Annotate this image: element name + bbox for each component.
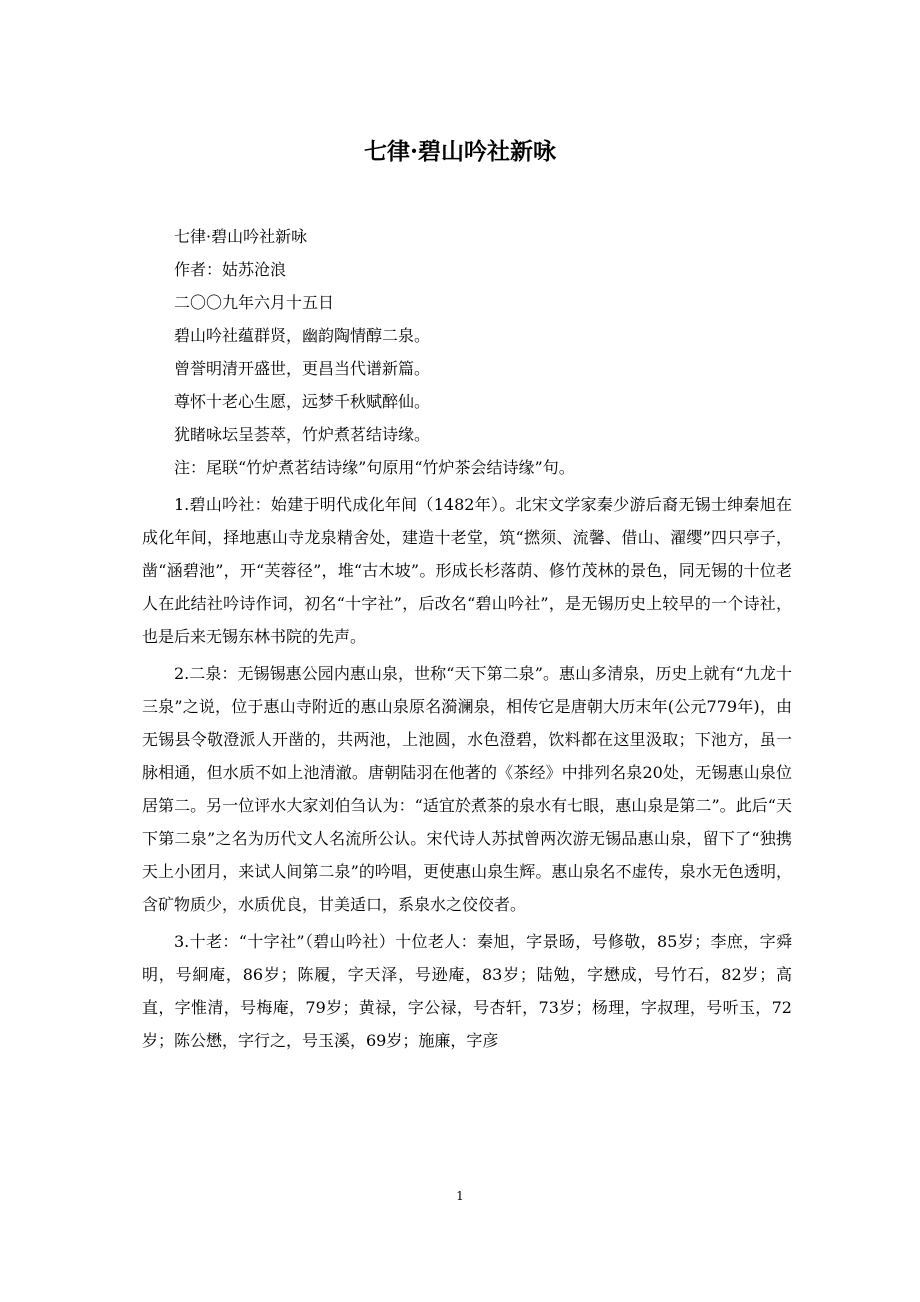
document-body [142, 220, 792, 1057]
document-title: 七律·碧山吟社新咏 [363, 138, 556, 165]
note-paragraph-shilao: 3.十老：“十字社”（碧山吟社）十位老人：秦旭，字景旸，号修敬，85岁；李庶，字舜明，号絅庵，86岁；陈履，字天泽，号逊庵，83岁；陆勉，字懋成，号竹石，82岁；高直，字惟清，号梅庵，79岁；黄禄，字公禄，号杏轩，73岁；杨理，字叔理，号听玉，72岁；陈公懋，字行之，号玉溪，69岁；施廉，字彦 [142, 932, 792, 1050]
note-paragraph-erquan: 2.二泉：无锡锡惠公园内惠山泉，世称“天下第二泉”。惠山多清泉，历史上就有“九龙十三泉”之说，位于惠山寺附近的惠山泉原名漪澜泉，相传它是唐朝大历末年(公元779年)，由无锡县令敬澄派人开凿的，共两池，上池圆，水色澄碧，饮料都在这里汲取；下池方，虽一脉相通，但水质不如上池清澈。唐朝陆羽在他著的《茶经》中排列名泉20处，无锡惠山泉位居第二。另一位评水大家刘伯刍认为：“适宜於煮茶的泉水有七眼，惠山泉是第二”。此后“天下第二泉”之名为历代文人名流所公认。宋代诗人苏拭曾两次游无锡品惠山泉，留下了“独携天上小团月，来试人间第二泉”的吟唱，更使惠山泉生辉。惠山泉名不虚传，泉水无色透明，含矿物质少，水质优良，甘美适口，系泉水之佼佼者。 [142, 664, 792, 914]
poem-heading: 七律·碧山吟社新咏 [174, 227, 308, 246]
poem-line: 曾誉明清开盛世，更昌当代谱新篇。 [174, 359, 431, 378]
page-number: 1 [456, 1189, 464, 1203]
poem-line: 碧山吟社蕴群贤，幽韵陶情醇二泉。 [174, 326, 431, 345]
note-line: 注：尾联“竹炉煮茗结诗缘”句原用“竹炉茶会结诗缘”句。 [174, 458, 575, 477]
poem-line: 尊怀十老心生愿，远梦千秋赋醉仙。 [174, 392, 431, 411]
author-line: 作者：姑苏沧浪 [174, 260, 287, 279]
date-line: 二〇〇九年六月十五日 [174, 293, 335, 312]
poem-line: 犹睹咏坛呈荟萃，竹炉煮茗结诗缘。 [174, 425, 431, 444]
note-paragraph-biyshan-yinshe: 1.碧山吟社：始建于明代成化年间（1482年）。北宋文学家秦少游后裔无锡士绅秦旭在成化年间，择地惠山寺龙泉精舍处，建造十老堂，筑“撚须、流馨、借山、濯缨”四只亭子，凿“涵碧池”，开“芙蓉径”，堆“古木坡”。形成长杉落荫、修竹茂林的景色，同无锡的十位老人在此结社吟诗作词，初名“十字社”，后改名“碧山吟社”，是无锡历史上较早的一个诗社，也是后来无锡东林书院的先声。 [142, 495, 792, 646]
